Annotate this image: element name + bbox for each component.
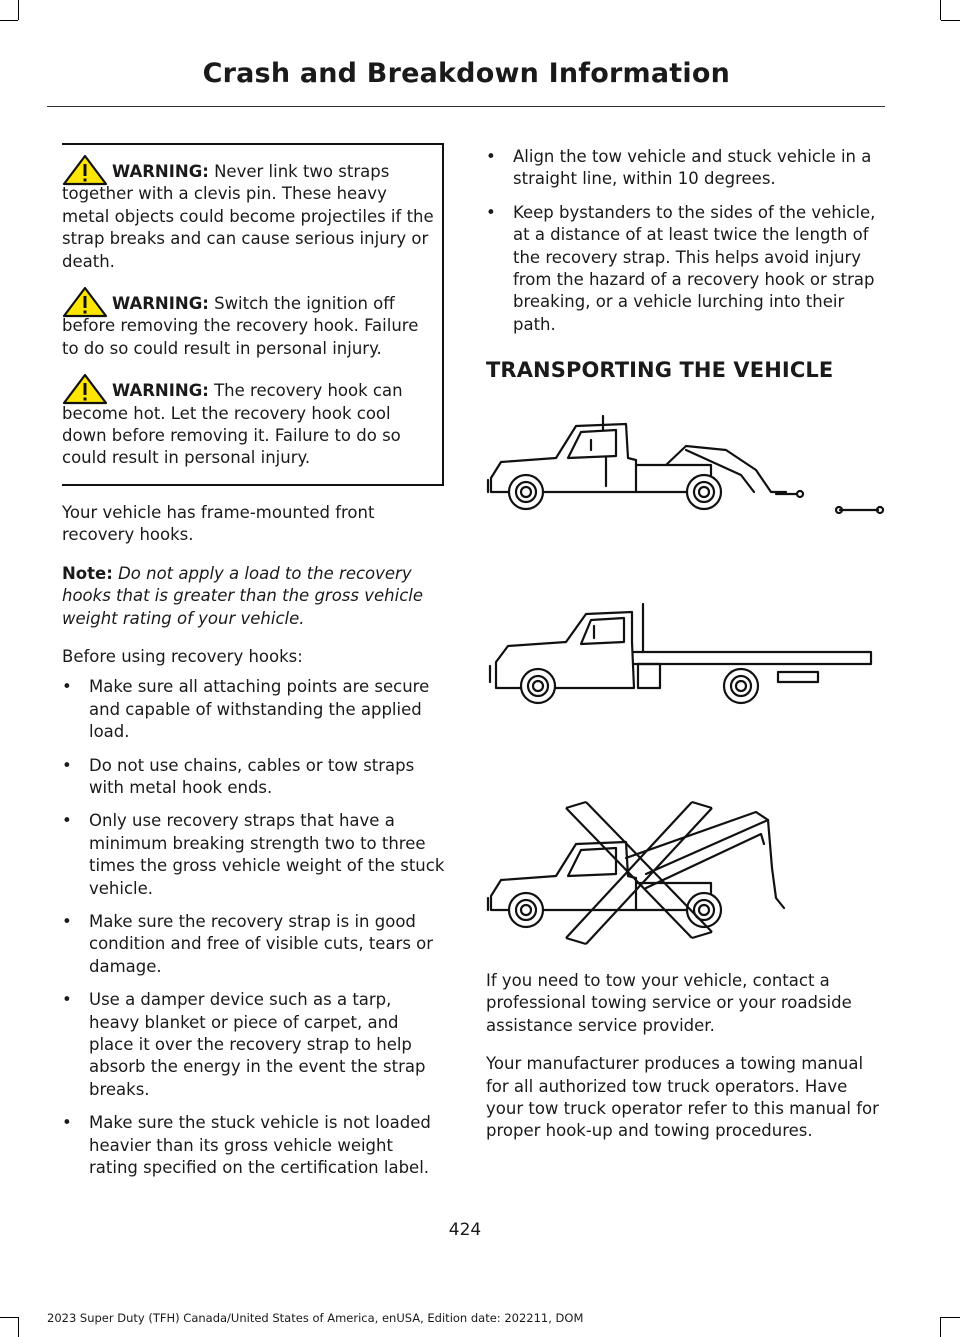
list-item-text: Make sure the recovery strap is in good condition and free of visible cuts, tears or damage.	[89, 911, 434, 976]
list-item	[62, 989, 446, 1101]
crop-mark	[18, 0, 19, 20]
warning-triangle-icon	[62, 378, 112, 400]
list-item-text: Make sure all attaching points are secure and capable of withstanding the applied load.	[89, 677, 430, 742]
note-paragraph	[62, 563, 446, 630]
note-text: Do not apply a load to the recovery hooks that is greater than the gross vehicle weight rating of your vehicle.	[62, 563, 424, 628]
list-item-text: Only use recovery straps that have a minimum breaking strength two to three times the gross vehicle weight of the stuck vehicle.	[89, 811, 445, 898]
bullet: •	[62, 755, 72, 775]
list-item-text: Align the tow vehicle and stuck vehicle in a straight line, within 10 degrees.	[513, 147, 872, 189]
warning-box	[62, 143, 444, 486]
sling-truck-illustration	[486, 798, 891, 948]
bullet: •	[62, 811, 72, 831]
left-column	[62, 143, 446, 1190]
before-paragraph: Before using recovery hooks:	[62, 646, 303, 666]
warning-label: WARNING:	[112, 381, 209, 401]
list-item-text: Use a damper device such as a tarp, heavy blanket or piece of carpet, and place it over the recovery strap to help absorb the energy in the event the strap breaks.	[89, 990, 426, 1099]
flatbed-truck-illustration	[486, 600, 891, 710]
section-heading: TRANSPORTING THE VEHICLE	[486, 358, 834, 383]
warning-label: WARNING:	[112, 162, 209, 181]
crop-mark	[940, 1317, 941, 1337]
bullet: •	[62, 911, 72, 931]
crop-mark	[0, 1317, 18, 1318]
warning-item	[62, 159, 434, 273]
warning-triangle-icon	[62, 159, 112, 181]
warning-label: WARNING:	[112, 294, 209, 314]
list-item-text: Keep bystanders to the sides of the vehicle, at a distance of at least twice the length of the recovery strap. This helps avoid injury from the hazard of a recovery hook or strap breaking, or a vehicle lurching into their path.	[513, 202, 876, 334]
list-item	[486, 202, 886, 336]
crop-mark	[940, 0, 941, 20]
list-item	[62, 755, 446, 800]
bullet: •	[486, 147, 496, 166]
list-item-text: Do not use chains, cables or tow straps with metal hook ends.	[89, 755, 415, 797]
crop-mark	[0, 20, 18, 21]
crop-mark	[941, 1317, 960, 1318]
list-item	[486, 146, 886, 191]
warning-item	[62, 291, 434, 360]
warning-item	[62, 378, 434, 470]
page-number: 424	[448, 1220, 482, 1240]
title-divider	[47, 106, 885, 107]
crop-mark	[18, 1317, 19, 1337]
bullet: •	[62, 677, 72, 697]
list-item	[62, 676, 446, 743]
footer: 2023 Super Duty (TFH) Canada/United States of America, enUSA, Edition date: 202211, DOM	[47, 1311, 584, 1325]
crop-mark	[941, 20, 960, 21]
towing-text	[486, 970, 881, 1143]
wheel-lift-truck-illustration	[486, 410, 891, 525]
intro-paragraph: Your vehicle has frame-mounted front recovery hooks.	[62, 502, 375, 545]
list-item	[62, 810, 446, 900]
warning-triangle-icon	[62, 291, 112, 313]
note-label: Note:	[62, 563, 113, 583]
warning-text: The recovery hook can become hot. Let the recovery hook cool down before removing it. Failure to do so could result in personal injury.	[62, 381, 403, 468]
list-item	[62, 911, 446, 978]
alignment-list	[486, 146, 886, 336]
bullet: •	[62, 1113, 72, 1133]
list-item-text: Make sure the stuck vehicle is not loaded heavier than its gross vehicle weight rating specified on the certification label.	[89, 1113, 431, 1178]
warning-text: Never link two straps together with a clevis pin. These heavy metal objects could become projectiles if the strap breaks and can cause serious injury or death.	[62, 162, 434, 271]
manual-paragraph: Your manufacturer produces a towing manual for all authorized tow truck operators. Have your tow truck operator refer to this manual for proper hook-up and towing procedures.	[486, 1054, 879, 1141]
towing-paragraph: If you need to tow your vehicle, contact a professional towing service or your roadside assistance service provider.	[486, 971, 852, 1035]
right-column	[486, 146, 886, 382]
warning-text: Switch the ignition off before removing the recovery hook. Failure to do so could result in personal injury.	[62, 294, 419, 358]
recovery-hook-list	[62, 676, 446, 1179]
bullet: •	[486, 202, 496, 222]
bullet: •	[62, 990, 72, 1010]
list-item	[62, 1112, 446, 1179]
page-title: Crash and Breakdown Information	[202, 58, 730, 89]
